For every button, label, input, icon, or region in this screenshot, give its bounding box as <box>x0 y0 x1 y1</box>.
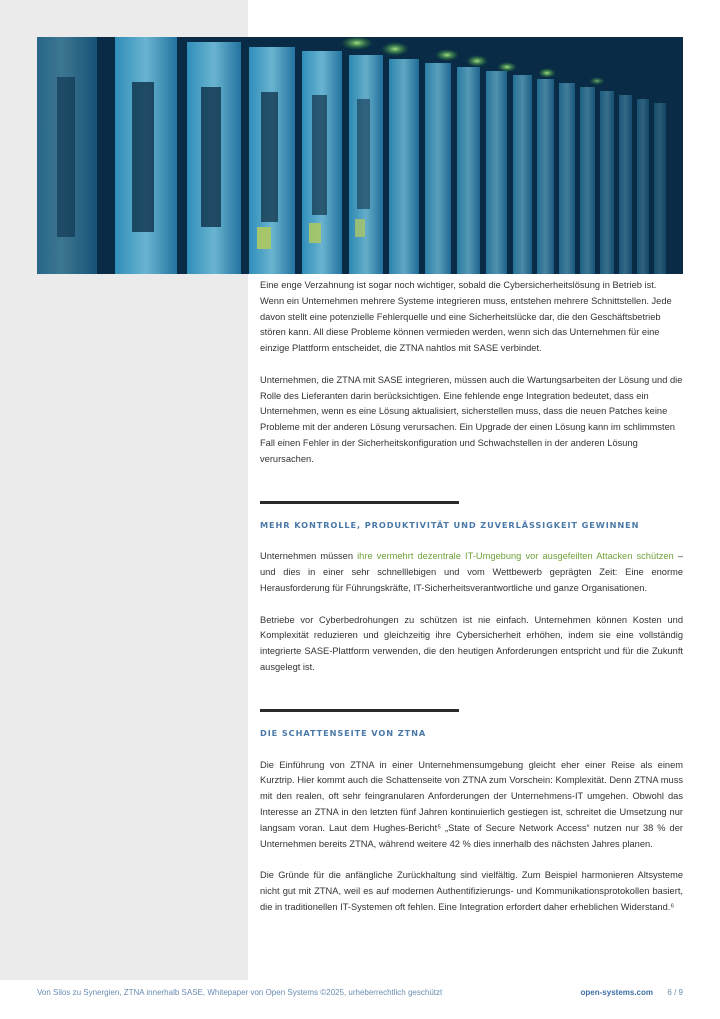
footer-site-link[interactable]: open-systems.com <box>580 988 653 997</box>
section-divider <box>260 709 459 712</box>
inline-link[interactable]: ihre vermehrt dezentrale IT-Umgebung vor ausgefeilten Attacken schützen <box>357 551 674 562</box>
server-rack-illustration <box>37 37 683 274</box>
paragraph: Eine enge Verzahnung ist sogar noch wichtiger, sobald die Cybersicherheitslösung in Betrieb ist. Wenn ein Unternehmen mehrere Systeme integrieren muss, entstehen mehrere Schnittstellen. Jede davon stellt eine potenzielle Fehlerquelle und eine Sicherheitslücke dar, die den Geschäftsbetrieb stören kann. All diese Probleme können vermieden werden, wenn sich das Unternehmen für eine einzige Plattform entscheidet, die ZTNA nahtlos mit SASE verbindet. <box>260 280 672 354</box>
server-rack-photo <box>37 37 683 274</box>
section-heading: MEHR KONTROLLE, PRODUKTIVITÄT UND ZUVERLÄSSIGKEIT GEWINNEN <box>260 519 640 530</box>
footer-citation: Von Silos zu Synergien, ZTNA innerhalb SASE, Whitepaper von Open Systems ©2025, urheberrechtlich geschützt <box>37 988 443 997</box>
paragraph: Die Einführung von ZTNA in einer Unternehmensumgebung gleicht eher einer Reise als einem Kurztrip. Hier kommt auch die Schattenseite von ZTNA zum Vorschein: Komplexität. Denn ZTNA muss mit den realen, oft sehr feingranularen Anforderungen der Unternehmens-IT umgehen. Obwohl das Interesse an ZTNA in den letzten fünf Jahren kontinuierlich gestiegen ist, schreitet die Umsetzung nur langsam voran. Laut dem Hughes-Bericht⁵ „State of Secure Network Access“ nutzen nur 38 % der Unternehmen bereits ZTNA, während weitere 42 % dies innerhalb des nächsten Jahres planen. <box>260 759 683 849</box>
article-body <box>260 278 683 916</box>
paragraph: Unternehmen, die ZTNA mit SASE integrieren, müssen auch die Wartungsarbeiten der Lösung und die Rolle des Lieferanten darin berücksichtigen. Eine fehlende enge Integration bedeutet, dass ein Unternehmen, wenn es eine Lösung aktualisiert, sicherstellen muss, dass die neuen Patches keine Probleme mit der anderen Lösung verursachen. Ein Upgrade der einen Lösung kann im schlimmsten Fall einen Fehler in der Sicherheitskonfiguration und Schwachstellen in der anderen Lösung verursachen. <box>260 374 683 464</box>
paragraph: Betriebe vor Cyberbedrohungen zu schützen ist nie einfach. Unternehmen können Kosten und Komplexität reduzieren und gleichzeitig ihre Cybersicherheit erhöhen, indem sie eine vollständig integrierte SASE-Plattform verwenden, die den heutigen Anforderungen entspricht und für die Zukunft ausgelegt ist. <box>260 614 683 672</box>
page-number: 6 / 9 <box>667 988 683 997</box>
paragraph: Die Gründe für die anfängliche Zurückhaltung sind vielfältig. Zum Beispiel harmonieren Altsysteme nicht gut mit ZTNA, weil es auf modernen Authentifizierungs- und Kommunikationsprotokollen basiert, die in traditionellen IT-Systemen oft fehlen. Eine Integration erfordert daher erheblichen Widerstand.⁶ <box>260 870 683 912</box>
paragraph: Unternehmen müssen ihre vermehrt dezentrale IT-Umgebung vor ausgefeilten Attacken schützen – und dies in einer sehr schnelllebigen und vom Wettbewerb geprägten Zeit: Eine enorme Herausforderung für Führungskräfte, IT-Sicherheitsverantwortliche und ganze Organisationen. <box>260 551 683 593</box>
section-divider <box>260 501 459 504</box>
section-heading: DIE SCHATTENSEITE VON ZTNA <box>260 727 427 738</box>
